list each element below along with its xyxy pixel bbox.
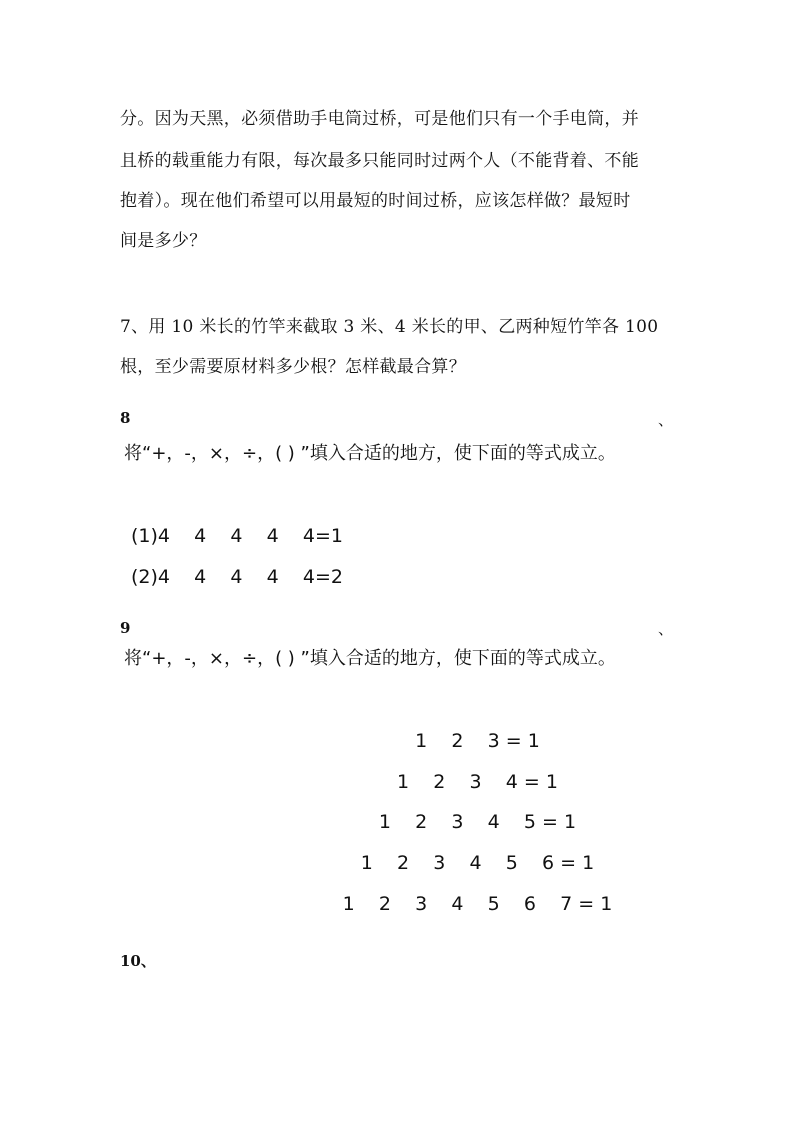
q9-separator: 、	[658, 620, 674, 638]
q7-line-1: 7、用 10 米长的竹竿来截取 3 米、4 米长的甲、乙两种短竹竿各 100	[120, 317, 659, 337]
q8-equation-2: (2)4 4 4 4 4=2	[131, 566, 343, 588]
q6-line-2: 且桥的载重能力有限，每次最多只能同时过两个人（不能背着、不能	[120, 151, 639, 171]
q10-number: 10、	[120, 952, 156, 970]
q8-separator: 、	[658, 411, 674, 429]
q6-line-4: 间是多少？	[120, 231, 207, 251]
q9-equation-1: 1 2 3 = 1	[415, 730, 540, 752]
q8-number: 8	[120, 409, 131, 427]
q6-line-3: 抱着）。现在他们希望可以用最短的时间过桥，应该怎样做？最短时	[120, 191, 631, 211]
q9-equation-5: 1 2 3 4 5 6 7 = 1	[342, 893, 613, 915]
q8-equation-1: (1)4 4 4 4 4=1	[131, 525, 343, 547]
q6-line-1: 分。因为天黑，必须借助手电筒过桥，可是他们只有一个手电筒，并	[120, 109, 639, 129]
q9-equation-3: 1 2 3 4 5 = 1	[378, 811, 577, 833]
q8-instruction: 将“+，-，×，÷，( ) ”填入合适的地方，使下面的等式成立。	[124, 443, 616, 464]
q9-number: 9	[120, 619, 131, 637]
q9-instruction: 将“+，-，×，÷，( ) ”填入合适的地方，使下面的等式成立。	[124, 648, 616, 669]
q9-equation-4: 1 2 3 4 5 6 = 1	[360, 852, 595, 874]
q7-line-2: 根，至少需要原材料多少根？怎样截最合算？	[120, 357, 466, 377]
q9-equation-2: 1 2 3 4 = 1	[397, 771, 558, 793]
